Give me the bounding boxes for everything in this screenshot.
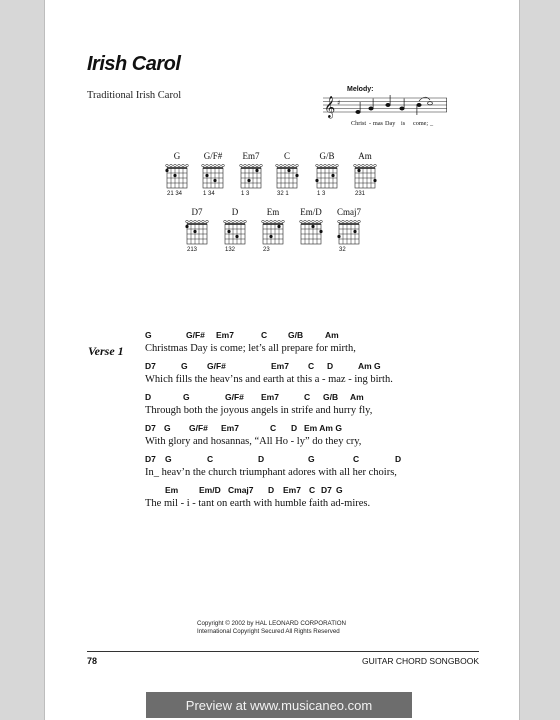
chord-line (145, 392, 505, 404)
sheet-music-page (44, 0, 520, 720)
chord-diagram (300, 207, 323, 244)
lyrics-with-chords (145, 330, 505, 516)
chord-symbol: C (308, 361, 315, 371)
chord-symbol: C (353, 454, 360, 464)
chord-diagram-name: Am (358, 151, 372, 161)
chord-diagram-name: Em7 (242, 151, 260, 161)
chord-fingering: 231 (355, 191, 366, 197)
chord-line (145, 485, 505, 497)
chord-symbol: Am G (358, 361, 381, 371)
book-name: GUITAR CHORD SONGBOOK (362, 656, 479, 666)
chord-symbol: C (207, 454, 214, 464)
chord-symbol: Em/D (199, 485, 221, 495)
chord-symbol: C (309, 485, 316, 495)
svg-text:𝄞: 𝄞 (324, 96, 336, 118)
chord-symbol: G/B (288, 330, 304, 340)
chord-symbol: D7 (145, 361, 156, 371)
chord-diagram (337, 207, 361, 253)
chord-symbol: Em7 (221, 423, 239, 433)
melody-lyric-syllable: Day (385, 120, 396, 127)
chord-symbol: G (336, 485, 343, 495)
song-credit: Traditional Irish Carol (87, 90, 182, 101)
lyric-line (145, 485, 505, 516)
chord-diagram (165, 151, 188, 197)
chord-line (145, 330, 505, 342)
chord-fingering: 23 (263, 247, 270, 253)
page-number: 78 (87, 656, 98, 666)
chord-symbol: G (308, 454, 315, 464)
melody-staff (323, 92, 447, 136)
chord-symbol: D7 (145, 423, 156, 433)
chord-diagram-name: D7 (191, 207, 203, 217)
chord-symbol: Am (325, 330, 339, 340)
footer-rule (87, 651, 479, 652)
chord-fingering: 32 1 (277, 191, 289, 197)
chord-symbol: D (327, 361, 334, 371)
chord-fingering: 21 34 (167, 191, 183, 197)
chord-symbol: Am (350, 392, 364, 402)
verse-label: Verse 1 (88, 344, 124, 358)
chord-fingering: 132 (225, 247, 236, 253)
chord-diagram (354, 151, 377, 197)
melody-lyric-syllable: Christ (351, 120, 367, 127)
melody-lyric-syllable: mas (373, 120, 383, 127)
copyright-line: Copyright © 2002 by HAL LEONARD CORPORATION (197, 620, 346, 627)
melody-lyric-syllable: come; (413, 120, 429, 127)
lyric-text: Christmas Day is come; let’s all prepare for mirth, (145, 343, 356, 354)
chord-symbol: Em7 (261, 392, 279, 402)
chord-symbol: G/F# (189, 423, 208, 433)
chord-symbol: Em Am G (304, 423, 342, 433)
copyright-notice (197, 620, 346, 636)
chord-diagram-name: C (283, 151, 291, 161)
chord-symbol: D (145, 392, 152, 402)
chord-symbol: D (258, 454, 265, 464)
chord-symbol: G/F# (186, 330, 205, 340)
lyric-line (145, 330, 505, 361)
chord-symbol: Em (165, 485, 179, 495)
chord-symbol: G/F# (207, 361, 226, 371)
lyric-line (145, 423, 505, 454)
copyright-line: International Copyright Secured All Rights Reserved (197, 628, 340, 635)
chord-symbol: G (164, 423, 171, 433)
chord-symbol: G (165, 454, 172, 464)
chord-diagram (224, 207, 247, 253)
chord-fingering: 213 (187, 247, 198, 253)
chord-diagram-name: D (231, 207, 239, 217)
chord-diagram (315, 151, 338, 197)
song-title: Irish Carol (87, 53, 181, 75)
chord-diagram-name: Em (266, 207, 280, 217)
chord-fingering: 1 34 (203, 191, 215, 197)
chord-symbol: G (145, 330, 152, 340)
chord-symbol: D (268, 485, 275, 495)
chord-symbol: C (270, 423, 277, 433)
melody-lyric-syllable: _ (430, 120, 434, 127)
lyric-text: Which fills the heav’ns and earth at this a - maz - ing birth. (145, 374, 393, 385)
chord-symbol: D7 (145, 454, 156, 464)
lyric-line (145, 392, 505, 423)
chord-diagram-name: G (173, 151, 181, 161)
chord-diagram-name: G/B (319, 151, 335, 161)
lyric-text: Through both the joyous angels in strife and hurry fly, (145, 405, 373, 416)
chord-symbol: D (291, 423, 298, 433)
lyric-text: The mil - i - tant on earth with humble faith ad-mires. (145, 498, 371, 509)
chord-symbol: C (261, 330, 268, 340)
chord-symbol: G (183, 392, 190, 402)
chord-diagram (240, 151, 263, 197)
chord-diagram-name: Cmaj7 (337, 207, 361, 217)
chord-symbol: Em7 (216, 330, 234, 340)
chord-diagram (262, 207, 285, 253)
lyric-line (145, 454, 505, 485)
chord-symbol: Em7 (271, 361, 289, 371)
chord-symbol: G/B (323, 392, 339, 402)
lyric-text: With glory and hosannas, “All Ho - ly” do they cry, (145, 436, 362, 447)
chord-symbol: G/F# (225, 392, 244, 402)
lyric-line (145, 361, 505, 392)
chord-diagram (185, 207, 208, 253)
chord-fingering: 1 3 (241, 191, 250, 197)
melody-lyric-syllable: - (369, 120, 372, 127)
chord-line (145, 423, 505, 435)
chord-diagram (276, 151, 299, 197)
chord-diagram (202, 151, 225, 197)
svg-text:♯: ♯ (337, 99, 341, 107)
lyric-text: In_ heav’n the church triumphant adores with all her choirs, (145, 467, 397, 478)
chord-symbol: D (395, 454, 402, 464)
chord-symbol: Em7 (283, 485, 301, 495)
chord-symbol: G (181, 361, 188, 371)
chord-line (145, 454, 505, 466)
chord-fingering: 32 (339, 247, 346, 253)
melody-lyric-syllable: is (401, 120, 406, 127)
chord-diagram-name: G/F# (203, 151, 223, 161)
chord-line (145, 361, 505, 373)
chord-diagram-name: Em/D (300, 207, 322, 217)
chord-fingering: 1 3 (317, 191, 326, 197)
preview-banner[interactable]: Preview at www.musicaneo.com (146, 692, 412, 718)
chord-diagrams (45, 150, 519, 260)
chord-symbol: D7 (321, 485, 332, 495)
melody-label: Melody: (347, 86, 374, 93)
chord-symbol: Cmaj7 (228, 485, 254, 495)
chord-symbol: C (304, 392, 311, 402)
